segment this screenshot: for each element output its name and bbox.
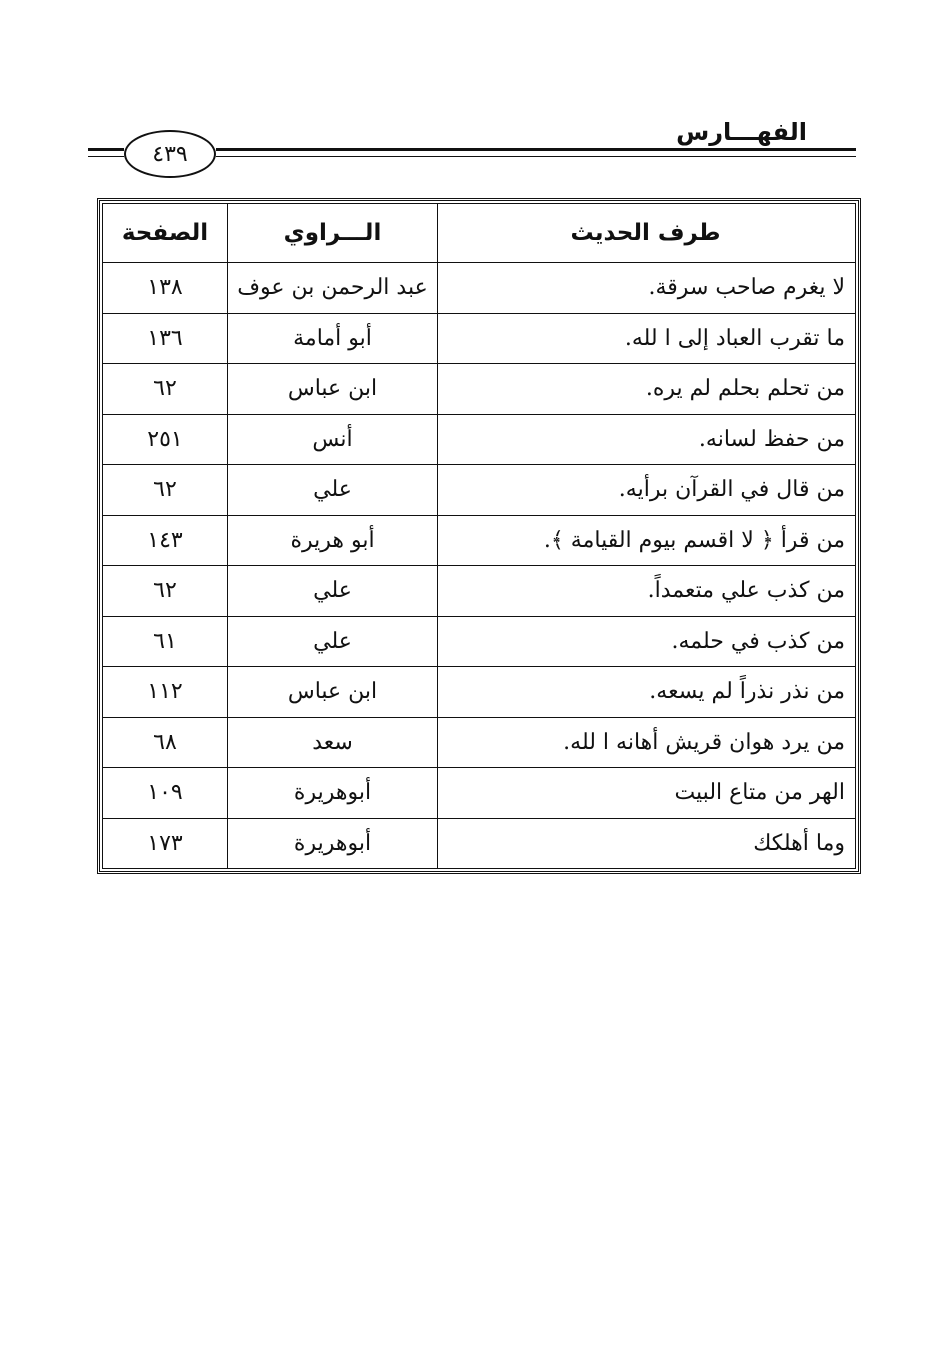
hadith-cell: ما تقرب العباد إلى ا لله. <box>438 313 856 364</box>
page-cell: ٦١ <box>103 616 228 667</box>
header-rule-left-thick <box>88 148 124 151</box>
hadith-cell: من يرد هوان قريش أهانه ا لله. <box>438 717 856 768</box>
hadith-cell: من كذب علي متعمداً. <box>438 566 856 617</box>
page-cell: ٦٨ <box>103 717 228 768</box>
page-number-badge <box>124 130 216 178</box>
table-row <box>103 465 856 516</box>
hadith-cell: من حفظ لسانه. <box>438 414 856 465</box>
page-cell: ٦٢ <box>103 364 228 415</box>
hadith-cell: من قال في القرآن برأيه. <box>438 465 856 516</box>
table-row <box>103 818 856 869</box>
page-cell: ١٧٣ <box>103 818 228 869</box>
hadith-cell: لا يغرم صاحب سرقة. <box>438 263 856 314</box>
table-row <box>103 566 856 617</box>
table-row <box>103 515 856 566</box>
rawi-cell: أبو هريرة <box>228 515 438 566</box>
table-row <box>103 616 856 667</box>
rawi-cell: أبو أمامة <box>228 313 438 364</box>
rawi-cell: سعد <box>228 717 438 768</box>
page-cell: ٦٢ <box>103 566 228 617</box>
page-cell: ١٠٩ <box>103 768 228 819</box>
page-cell: ١٣٨ <box>103 263 228 314</box>
rawi-cell: علي <box>228 616 438 667</box>
rawi-cell: عبد الرحمن بن عوف <box>228 263 438 314</box>
rawi-cell: ابن عباس <box>228 667 438 718</box>
page-cell: ٦٢ <box>103 465 228 516</box>
hadith-cell: من تحلم بحلم لم يره. <box>438 364 856 415</box>
table-row <box>103 414 856 465</box>
column-header-page: الصفحة <box>103 204 228 263</box>
page-cell: ١١٢ <box>103 667 228 718</box>
page-cell: ١٣٦ <box>103 313 228 364</box>
table-row <box>103 263 856 314</box>
index-table <box>102 203 856 869</box>
column-header-hadith: طرف الحديث <box>438 204 856 263</box>
hadith-index-table <box>97 198 861 874</box>
hadith-cell: من نذر نذراً لم يسعه. <box>438 667 856 718</box>
section-title: الفهـــارس <box>676 118 807 146</box>
page-cell: ١٤٣ <box>103 515 228 566</box>
header-rule-thick <box>216 148 856 151</box>
rawi-cell: أنس <box>228 414 438 465</box>
header-rule-left-thin <box>88 156 124 157</box>
table-row <box>103 364 856 415</box>
hadith-cell: الهر من متاع البيت <box>438 768 856 819</box>
column-header-rawi: الـــراوي <box>228 204 438 263</box>
table-row <box>103 768 856 819</box>
page-cell: ٢٥١ <box>103 414 228 465</box>
header-rule-thin <box>216 156 856 157</box>
rawi-cell: أبوهريرة <box>228 818 438 869</box>
table-row <box>103 667 856 718</box>
table-row <box>103 313 856 364</box>
page-number: ٤٣٩ <box>152 141 188 167</box>
rawi-cell: أبوهريرة <box>228 768 438 819</box>
hadith-cell: وما أهلكك <box>438 818 856 869</box>
rawi-cell: ابن عباس <box>228 364 438 415</box>
table-row <box>103 717 856 768</box>
rawi-cell: علي <box>228 566 438 617</box>
hadith-cell: من قرأ ﴿ لا اقسم بيوم القيامة ﴾. <box>438 515 856 566</box>
table-header-row <box>103 204 856 263</box>
rawi-cell: علي <box>228 465 438 516</box>
hadith-cell: من كذب في حلمه. <box>438 616 856 667</box>
page-header <box>0 0 943 200</box>
